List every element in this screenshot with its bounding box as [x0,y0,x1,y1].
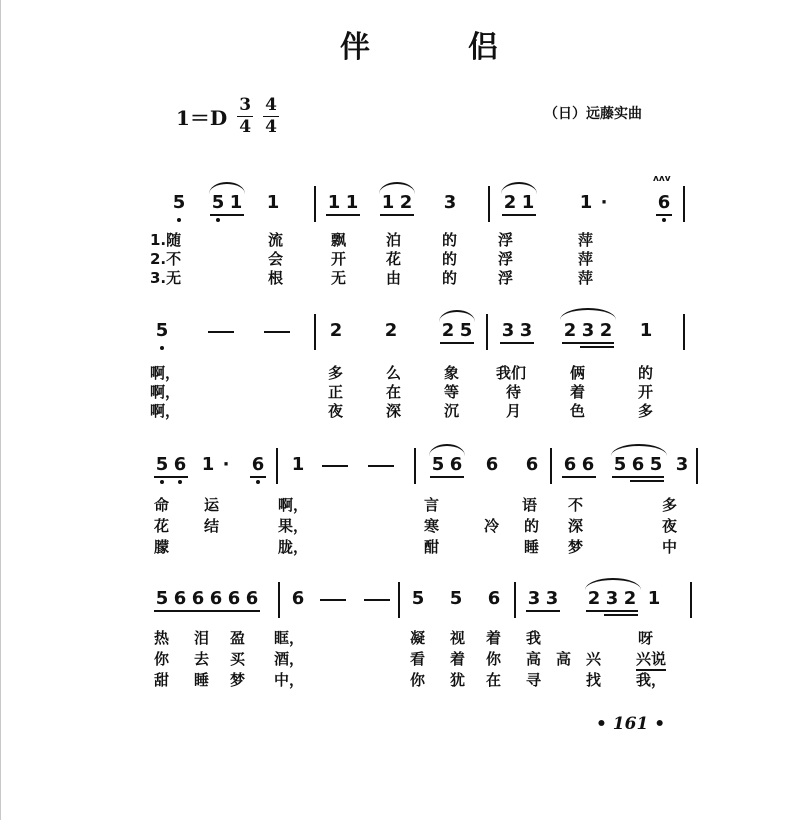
bar-line [398,582,400,618]
lyric-syllable: 萍 [578,231,594,249]
augmentation-dot: · [222,454,230,475]
lyric-syllable: 犹 [450,671,466,689]
note: 2 [441,320,455,341]
note: 5 [155,320,169,341]
lyrics-row-4-verse-2 [150,648,710,668]
note: 3 [581,320,595,341]
song-title [340,22,500,66]
lyric-syllable: 朦 [154,538,170,556]
eighth-underline [612,476,664,478]
lyric-syllable: 呀 [638,629,654,647]
bar-line [314,186,316,222]
eighth-underline [500,342,534,344]
sixteenth-underline [630,480,664,482]
lyric-syllable: 夜 [662,517,678,535]
bar-line [683,314,685,350]
lyric-syllable: 飘 [331,231,347,249]
note: 3 [675,454,689,475]
eighth-underline [210,214,244,216]
note: 6 [173,588,187,609]
lyric-syllable: 不 [568,496,584,514]
note: 1 [381,192,395,213]
title-char: 侣 [468,30,500,65]
note: 6 [563,454,577,475]
lyric-syllable: 的 [442,231,458,249]
bar-line [690,582,692,618]
eighth-underline [656,214,672,216]
lyric-syllable: 买 [230,650,246,668]
bar-line [550,448,552,484]
page-number: • 161 • [596,714,666,734]
lyric-syllable: 高 [526,650,542,668]
composer-credit: （日）远藤实曲 [544,106,642,122]
lyric-syllable: 多 [638,402,654,420]
lyric-syllable: 花 [386,250,402,268]
lyric-syllable: 中 [662,538,678,556]
lyric-syllable: 2.不 [150,250,182,268]
lyric-syllable: 啊， [150,383,181,401]
sustain-dash [208,331,234,333]
lyric-syllable: 寻 [526,671,542,689]
note: 5 [613,454,627,475]
lyric-syllable: 冷 [484,517,500,535]
eighth-underline [250,476,266,478]
sustain-dash [264,331,290,333]
sustain-dash [368,465,394,467]
lyric-syllable: 的 [638,364,654,382]
note: 5 [155,454,169,475]
lyric-syllable: 寒 [424,517,440,535]
lyric-syllable: 去 [194,650,210,668]
lyric-syllable: 睡 [194,671,210,689]
lyric-syllable: 由 [386,269,402,287]
note: 1 [327,192,341,213]
note: 6 [209,588,223,609]
key-label: 1＝D [176,105,228,130]
eighth-underline [586,610,638,612]
note: 2 [587,588,601,609]
meter-numerator: 3 [239,94,252,115]
lyric-syllable: 高 [556,650,572,668]
lyric-syllable: 流 [268,231,284,249]
note: 5 [459,320,473,341]
bar-line [414,448,416,484]
lyric-syllable: 兴说 [636,648,666,671]
note: 6 [173,454,187,475]
lyrics-row-3-verse-1 [150,494,710,514]
eighth-underline [154,476,188,478]
lyric-syllable: 等 [444,383,460,401]
eighth-underline [326,214,360,216]
lyrics-row-3-verse-2 [150,515,710,535]
sixteenth-underline [580,346,614,348]
lyrics-row-1-verse-2 [150,248,710,268]
note: 6 [581,454,595,475]
note: 5 [411,588,425,609]
lyric-syllable: 浮 [498,231,514,249]
bar-line [514,582,516,618]
note: 1 [201,454,215,475]
note: 2 [329,320,343,341]
lyric-syllable: 色 [570,402,586,420]
lyrics-row-4-verse-3 [150,669,710,689]
lyric-syllable: 多 [328,364,344,382]
lyric-syllable: 梦 [568,538,584,556]
key-signature [176,96,279,136]
bar-line [683,186,685,222]
note: 2 [399,192,413,213]
eighth-underline [380,214,414,216]
note: 1 [345,192,359,213]
lyric-syllable: 正 [328,383,344,401]
lower-octave-dot [256,480,260,484]
bar-line [276,448,278,484]
note: 3 [605,588,619,609]
note: 5 [155,588,169,609]
note: 6 [631,454,645,475]
lyric-syllable: 兴 [586,650,602,668]
lyrics-row-1-verse-1 [150,229,710,249]
note: 2 [563,320,577,341]
lyric-syllable: 开 [638,383,654,401]
lyric-syllable: 3.无 [150,269,182,287]
lyric-syllable: 着 [450,650,466,668]
note: 5 [449,588,463,609]
lower-octave-dot [178,480,182,484]
lyric-syllable: 在 [386,383,402,401]
sustain-dash [322,465,348,467]
note: 5 [172,192,186,213]
breath-mark: ʌʌv [653,174,671,184]
note: 6 [251,454,265,475]
note: 6 [487,588,501,609]
lyric-syllable: 运 [204,496,220,514]
lyric-syllable: 盈 [230,629,246,647]
lyric-syllable: 浮 [498,269,514,287]
lyric-syllable: 的 [442,250,458,268]
lyric-syllable: 1.随 [150,231,182,249]
lyric-syllable: 象 [444,364,460,382]
bar-line [696,448,698,484]
lyric-syllable: 言 [424,496,440,514]
note: 5 [431,454,445,475]
lyric-syllable: 待 [506,383,522,401]
lyric-syllable: 开 [331,250,347,268]
lyrics-row-4-verse-1 [150,627,710,647]
note: 6 [657,192,671,213]
lower-octave-dot [160,480,164,484]
note: 6 [191,588,205,609]
note: 1 [266,192,280,213]
lyric-syllable: 着 [486,629,502,647]
eighth-underline [526,610,560,612]
lyric-syllable: 语 [522,496,538,514]
lyric-syllable: 着 [570,383,586,401]
note: 6 [245,588,259,609]
note: 1 [579,192,593,213]
meter-denominator: 4 [239,116,252,137]
notation-line-2 [150,308,710,358]
time-signature-4-4 [263,94,279,137]
lower-octave-dot [177,218,181,222]
lyric-syllable: 你 [486,650,502,668]
lyric-syllable: 根 [268,269,284,287]
eighth-underline [440,342,474,344]
note: 1 [229,192,243,213]
eighth-underline [562,476,596,478]
note: 1 [647,588,661,609]
lyric-syllable: 月 [506,402,522,420]
note: 2 [623,588,637,609]
note: 2 [599,320,613,341]
lyric-syllable: 浮 [498,250,514,268]
meter-denominator: 4 [265,116,277,137]
lyric-syllable: 无 [331,269,347,287]
lyric-syllable: 啊， [150,402,181,420]
page-edge-line [0,0,1,820]
lyrics-row-2-verse-2 [150,381,710,401]
sixteenth-underline [604,614,638,616]
note: 1 [521,192,535,213]
lyric-syllable: 深 [386,402,402,420]
title-char: 伴 [340,30,372,65]
lyric-syllable: 酣 [424,538,440,556]
lyric-syllable: 俩 [570,364,586,382]
bar-line [488,186,490,222]
eighth-underline [562,342,614,344]
note: 3 [443,192,457,213]
note: 6 [485,454,499,475]
lyric-syllable: 泪 [194,629,210,647]
lyric-syllable: 你 [154,650,170,668]
sustain-dash [320,599,346,601]
lyrics-row-2-verse-1 [150,362,710,382]
sustain-dash [364,599,390,601]
eighth-underline [154,610,260,612]
meter-numerator: 4 [265,94,277,115]
lyric-syllable: 凝 [410,629,426,647]
lyric-syllable: 啊， [150,364,181,382]
bar-line [278,582,280,618]
lower-octave-dot [216,218,220,222]
eighth-underline [502,214,536,216]
lyric-syllable: 找 [586,671,602,689]
lyrics-row-2-verse-3 [150,400,710,420]
note: 3 [527,588,541,609]
lyric-syllable: 么 [386,364,402,382]
notation-line-3 [150,442,710,492]
lyric-syllable: 的 [524,517,540,535]
lyric-syllable: 梦 [230,671,246,689]
lyric-syllable: 泊 [386,231,402,249]
lower-octave-dot [662,218,666,222]
lyric-syllable: 花 [154,517,170,535]
lyric-syllable: 命 [154,496,170,514]
bar-line [486,314,488,350]
lyric-syllable: 多 [662,496,678,514]
lyrics-row-3-verse-3 [150,536,710,556]
lyrics-row-1-verse-3 [150,267,710,287]
note: 6 [291,588,305,609]
augmentation-dot: · [600,192,608,213]
note: 1 [291,454,305,475]
note: 6 [449,454,463,475]
note: 6 [227,588,241,609]
lyric-syllable: 你 [410,671,426,689]
lyric-syllable: 甜 [154,671,170,689]
lyric-syllable: 酒， [274,650,305,668]
note: 5 [211,192,225,213]
note: 3 [501,320,515,341]
note: 2 [503,192,517,213]
lyric-syllable: 中， [274,671,305,689]
lyric-syllable: 看 [410,650,426,668]
lyric-syllable: 我们 [496,364,527,382]
lyric-syllable: 啊， [278,496,309,514]
slur [560,308,616,320]
lyric-syllable: 眶， [274,629,305,647]
lyric-syllable: 夜 [328,402,344,420]
note: 5 [649,454,663,475]
lyric-syllable: 的 [442,269,458,287]
note: 6 [525,454,539,475]
lower-octave-dot [160,346,164,350]
lyric-syllable: 热 [154,629,170,647]
lyric-syllable: 萍 [578,250,594,268]
note: 1 [639,320,653,341]
lyric-syllable: 会 [268,250,284,268]
time-signature-3-4 [237,94,253,137]
lyric-syllable: 胧， [278,538,309,556]
lyric-syllable: 睡 [524,538,540,556]
lyric-syllable: 我， [636,671,667,689]
note: 2 [384,320,398,341]
notation-line-4 [150,576,710,626]
lyric-syllable: 结 [204,517,220,535]
note: 3 [545,588,559,609]
note: 3 [519,320,533,341]
notation-line-1 [150,174,710,230]
lyric-syllable: 在 [486,671,502,689]
lyric-syllable: 萍 [578,269,594,287]
lyric-syllable: 沉 [444,402,460,420]
eighth-underline [430,476,464,478]
lyric-syllable: 视 [450,629,466,647]
lyric-syllable: 果， [278,517,309,535]
lyric-syllable: 深 [568,517,584,535]
lyric-syllable: 我 [526,629,542,647]
bar-line [314,314,316,350]
